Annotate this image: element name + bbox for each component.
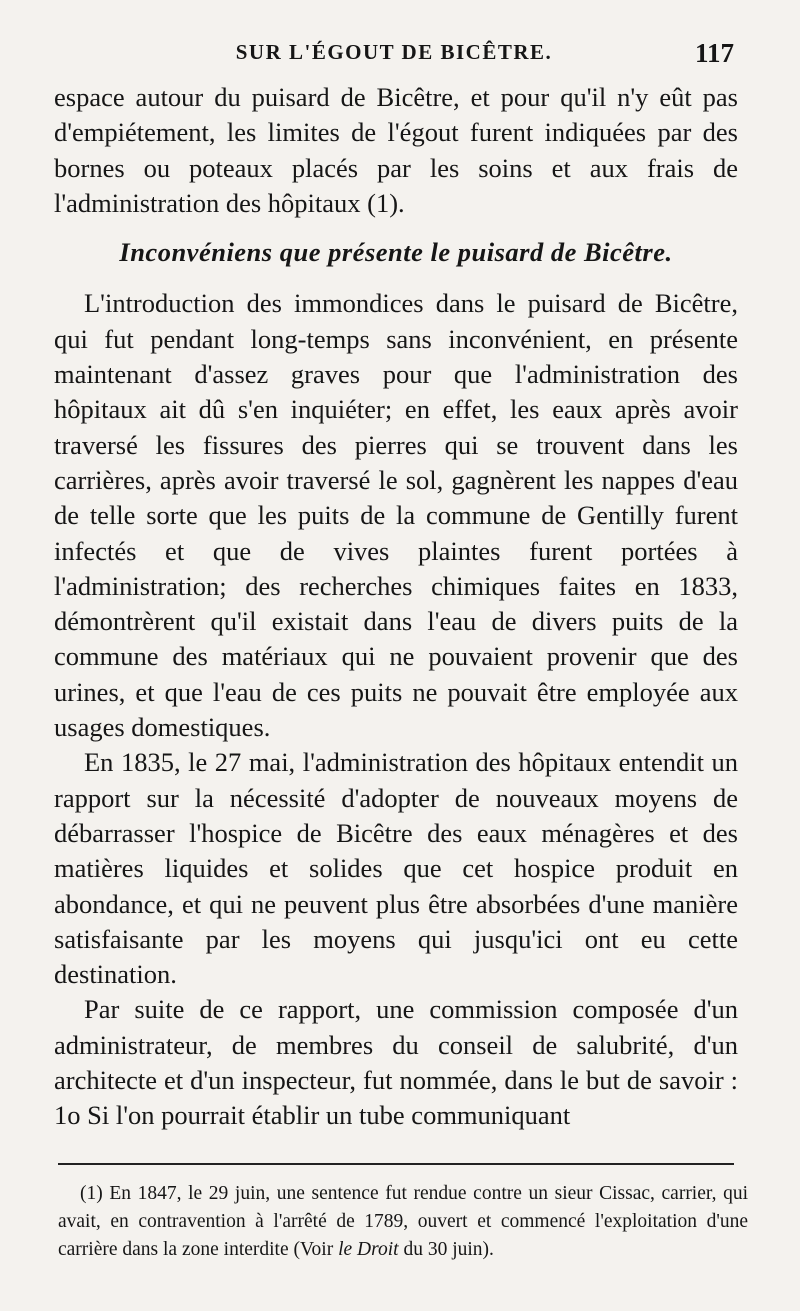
paragraph-2: L'introduction des immondices dans le puisard de Bicêtre, qui fut pendant long-temps sans inconvénient, en présente maintenant d'assez graves pour que l'administration des hôpitaux ait dû s'en inquiéter; en effet, les eaux après avoir traversé les fissures des pierres qui se trouvent dans les carrières, après avoir traversé le sol, gagnèrent les nappes d'eau de telle sorte que les puits de la commune de Gentilly furent infectés et que de vives plaintes furent portées à l'administration; des recherches chimiques faites en 1833, démontrèrent qu'il existait dans l'eau de divers puits de la commune des matériaux qui ne pouvaient provenir que des urines, et que l'eau de ces puits ne pouvait être employée aux usages domestiques.	[54, 288, 738, 743]
footnote-marker: (1)	[80, 1183, 103, 1204]
page-header	[54, 38, 734, 78]
footnote-divider	[58, 1163, 734, 1165]
footnote-text-end: du 30 juin).	[398, 1239, 494, 1260]
running-head: SUR L'ÉGOUT DE BICÊTRE.	[235, 40, 553, 64]
paragraph-1: espace autour du puisard de Bicêtre, et pour qu'il n'y eût pas d'empiétement, les limites de l'égout furent indiquées par des bornes ou poteaux placés par les soins et aux frais de l'administration des hôpitaux (1).	[54, 82, 738, 218]
page-number: 117	[694, 38, 734, 68]
body-text	[54, 80, 738, 1134]
footnote	[58, 1180, 748, 1264]
footnote-text: En 1847, le 29 juin, une sentence fut rendue contre un sieur Cissac, carrier, qui avait, en contravention à l'arrêté de 1789, ouvert et commencé l'exploitation d'une carrière dans la zone interdite (Voir	[58, 1183, 748, 1260]
section-heading: Inconvéniens que présente le puisard de Bicêtre.	[119, 237, 673, 268]
paragraph-4: Par suite de ce rapport, une commission composée d'un administrateur, de membres du conseil de salubrité, d'un architecte et d'un inspecteur, fut nommée, dans le but de savoir : 1o Si l'on pourrait établir un tube communiquant	[54, 994, 738, 1131]
footnote-citation: le Droit	[338, 1239, 399, 1260]
paragraph-3: En 1835, le 27 mai, l'administration des hôpitaux entendit un rapport sur la nécessité d'adopter de nouveaux moyens de débarrasser l'hospice de Bicêtre des eaux ménagères et des matières liquides et solides que cet hospice produit en abondance, et qui ne peuvent plus être absorbées d'une manière satisfaisante par les moyens qui jusqu'ici ont eu cette destination.	[54, 747, 738, 990]
